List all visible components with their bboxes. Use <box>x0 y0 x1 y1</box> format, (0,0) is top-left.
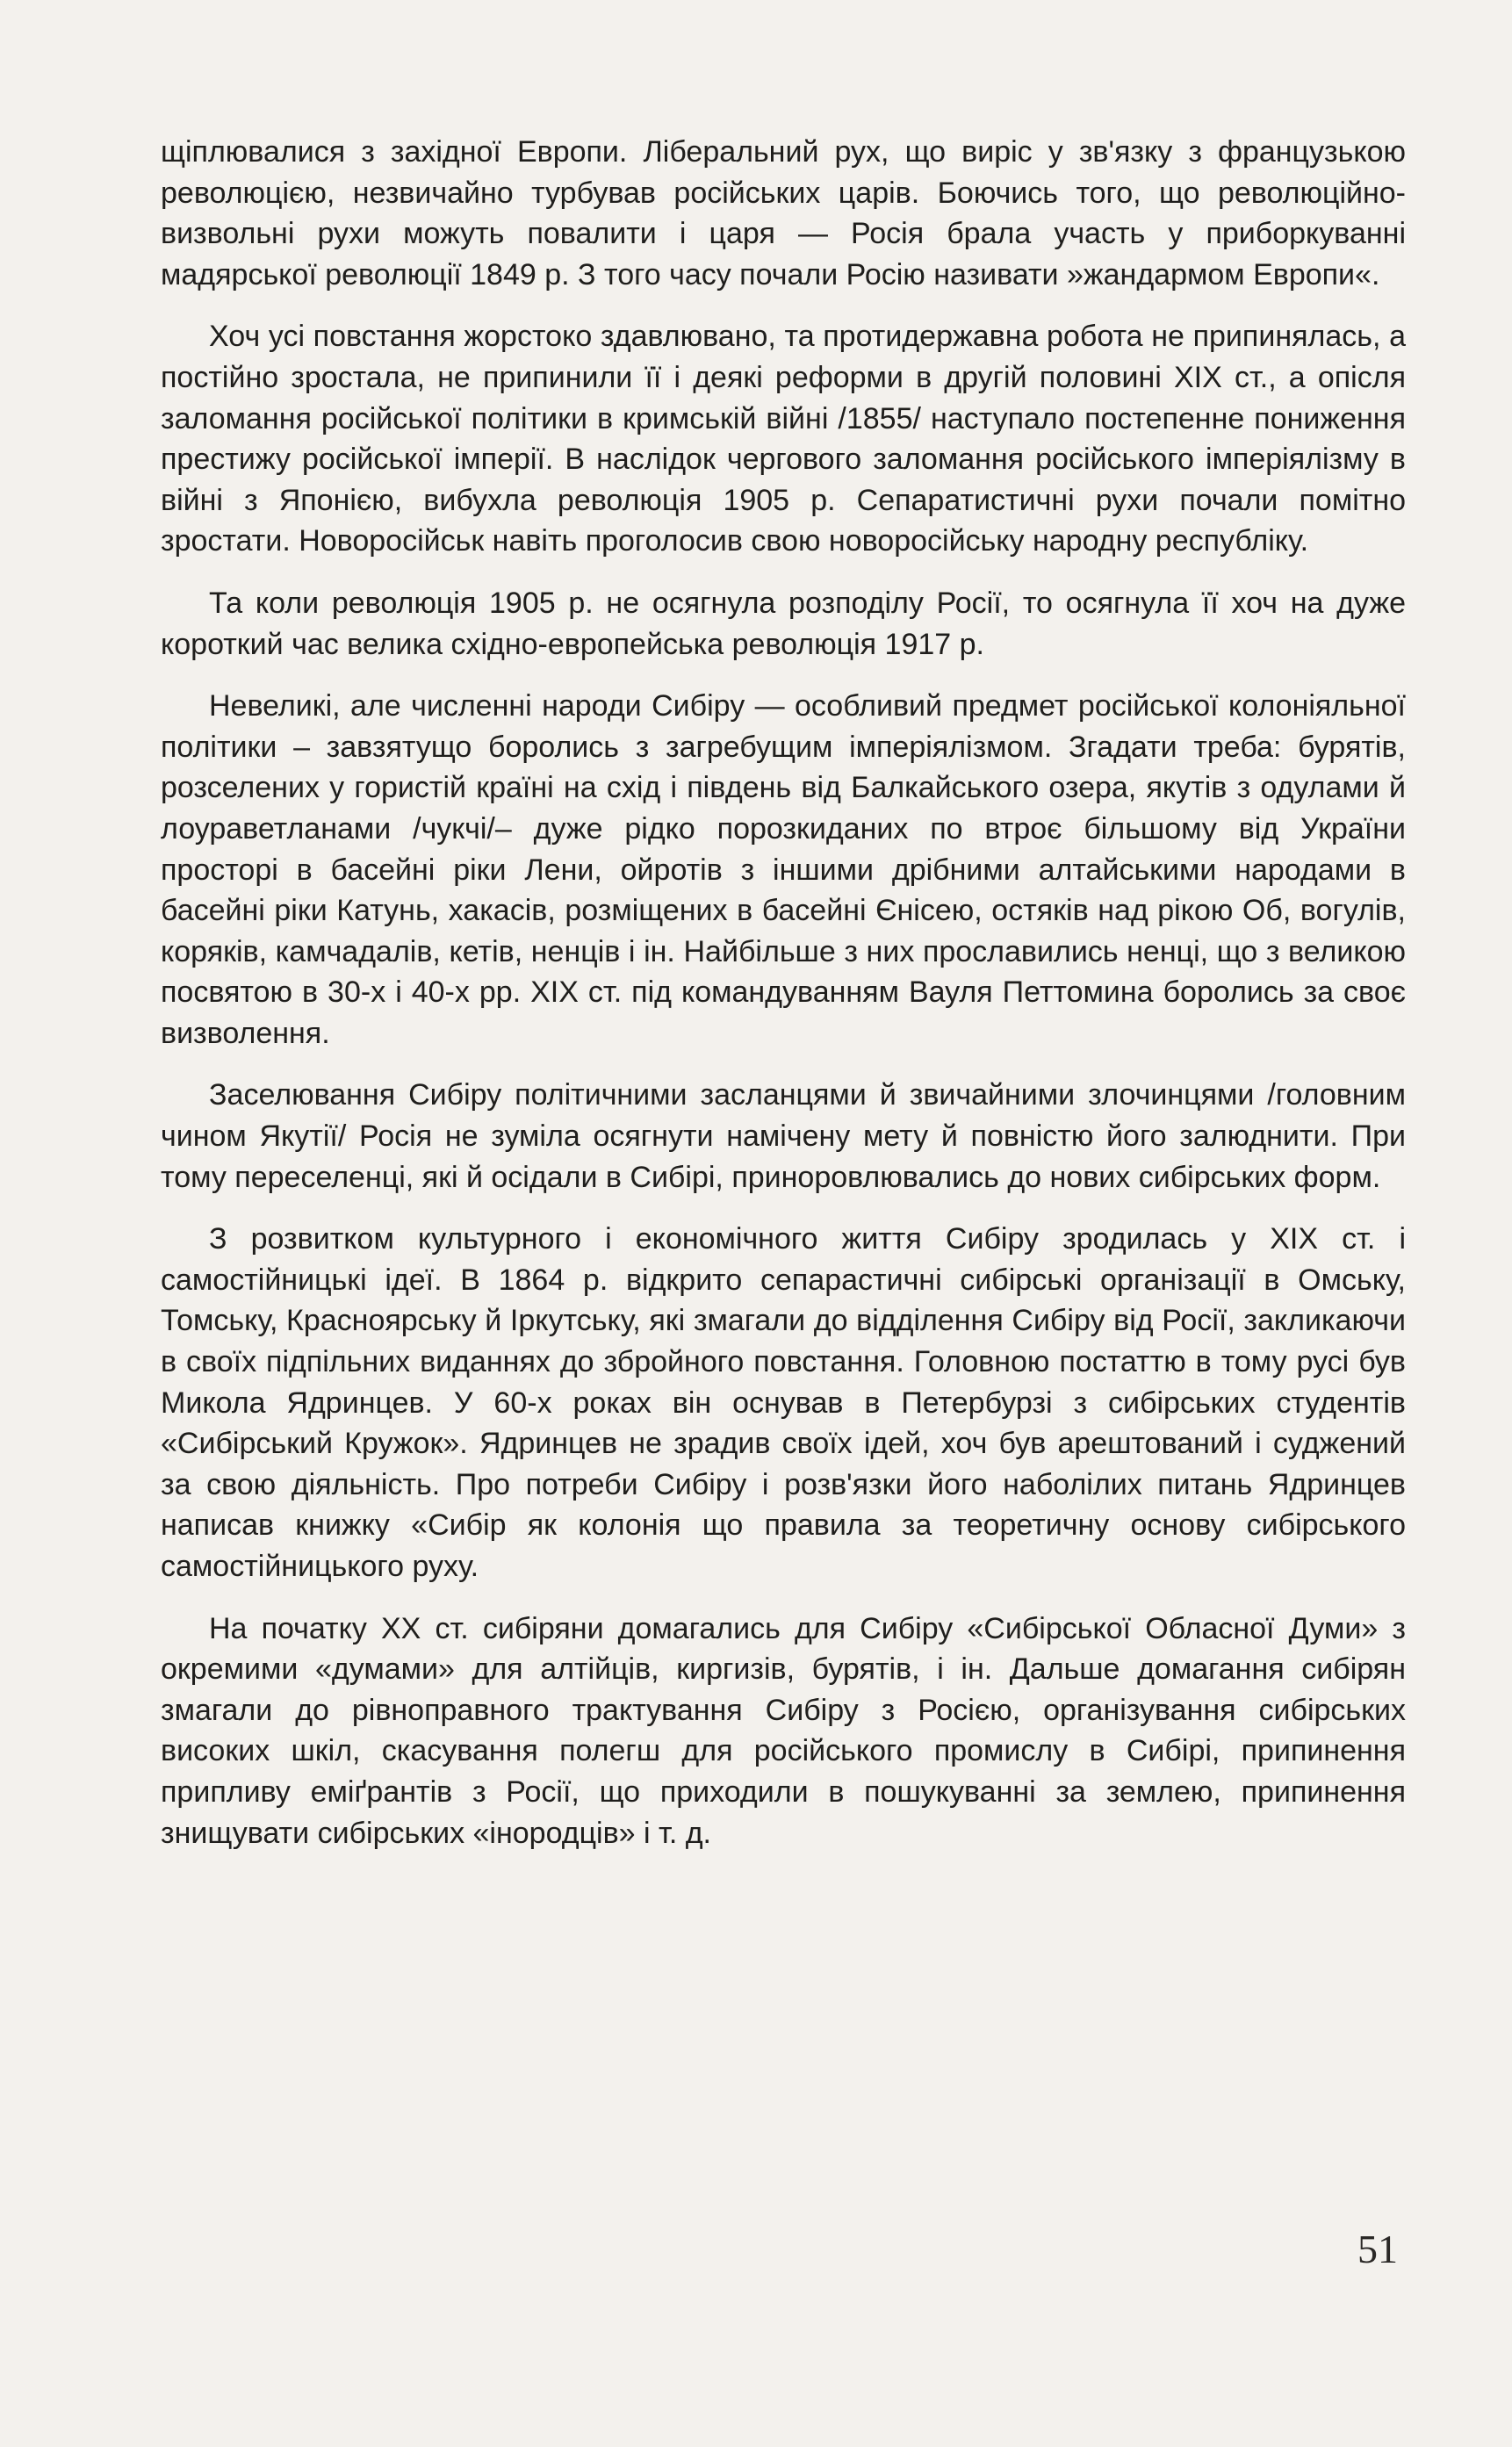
paragraph-5: Заселювання Сибіру політичними засланцями й звичайними злочинцями /головним чином Якутії/ Росія не зуміла осягнути намічену мету й повністю його залюднити. При тому переселенці, які й осідали в Сибірі, приноровлювались до нових сибірських форм. <box>161 1078 1406 1194</box>
paragraph-6: З розвитком культурного і економічного життя Сибіру зродилась у XIX ст. і самостійницькі ідеї. В 1864 р. відкрито сепарастичні сибірські організації в Омську, Томську, Красноярську й Іркутську, які змагали до відділення Сибіру від Росії, закликаючи в своїх підпільних виданнях до збройного повстання. Головною постаттю в тому русі був Микола Ядринцев. У 60-х роках він оснував в Петербурзі з сибірських студентів «Сибірський Кружок». Ядринцев не зрадив своїх ідей, хоч був арештований і суджений за свою діяльність. Про потреби Сибіру і розв'язки його наболілих питань Ядринцев написав книжку «Сибір як колонія що правила за теоретичну основу сибірського самостійницького руху. <box>161 1222 1406 1583</box>
page-number: 51 <box>1357 2227 1398 2271</box>
paragraph-1: щіплювалися з західної Европи. Ліберальний рух, що виріс у зв'язку з французькою революцією, незвичайно турбував російських царів. Боючись того, що революційно-визвольні рухи можуть повалити і царя — Росія брала участь у приборкуванні мадярської революції 1849 р. З того часу почали Росію називати »жандармом Европи«. <box>161 135 1406 291</box>
paragraph-7: На початку XX ст. сибіряни домагались для Сибіру «Сибірської Обласної Думи» з окремими «думами» для алтійців, киргизів, бурятів, і ін. Дальше домагання сибірян змагали до рівноправного трактування Сибіру з Росією, організування сибірських високих шкіл, скасування полегш для російського промислу в Сибірі, припинення припливу еміґрантів з Росії, що приходили в пошукуванні за землею, припинення знищувати сибірських «інородців» і т. д. <box>161 1611 1406 1850</box>
paragraph-3: Та коли революція 1905 р. не осягнула розподілу Росії, то осягнула її хоч на дуже короткий час велика східно-европейська революція 1917 р. <box>161 586 1406 661</box>
paragraph-2: Хоч усі повстання жорстоко здавлювано, та протидержавна робота не припинялась, а постійно зростала, не припинили її і деякі реформи в другій половині XIX ст., а опісля заломання російської політики в кримській війні /1855/ наступало постепенне пониження престижу російської імперії. В наслідок чергового заломання російського імперіялізму в війні з Японією, вибухла революція 1905 р. Сепаратистичні рухи почали помітно зростати. Новоросійськ навіть проголосив свою новоросійську народну республіку. <box>161 320 1406 558</box>
paragraph-4: Невеликі, але численні народи Сибіру — особливий предмет російської колоніяльної політики – завзятущо боролись з загребущим імперіялізмом. Згадати треба: бурятів, розселених у гористій країні на схід і південь від Балкайського озера, якутів з одулами й лоураветланами /чукчі/– дуже рідко порозкиданих по втроє більшому від України просторі в басейні ріки Лени, ойротів з іншими дрібними алтайськими народами в басейні ріки Катунь, хакасів, розміщених в басейні Єнісею, остяків над рікою Об, вогулів, коряків, камчадалів, кетів, ненців і ін. Найбільше з них прославились ненці, що з великою посвятою в 30-х і 40-х рр. XIX ст. під командуванням Вауля Петтомина боролись за своє визволення. <box>161 689 1406 1050</box>
body-text <box>161 132 1406 1875</box>
